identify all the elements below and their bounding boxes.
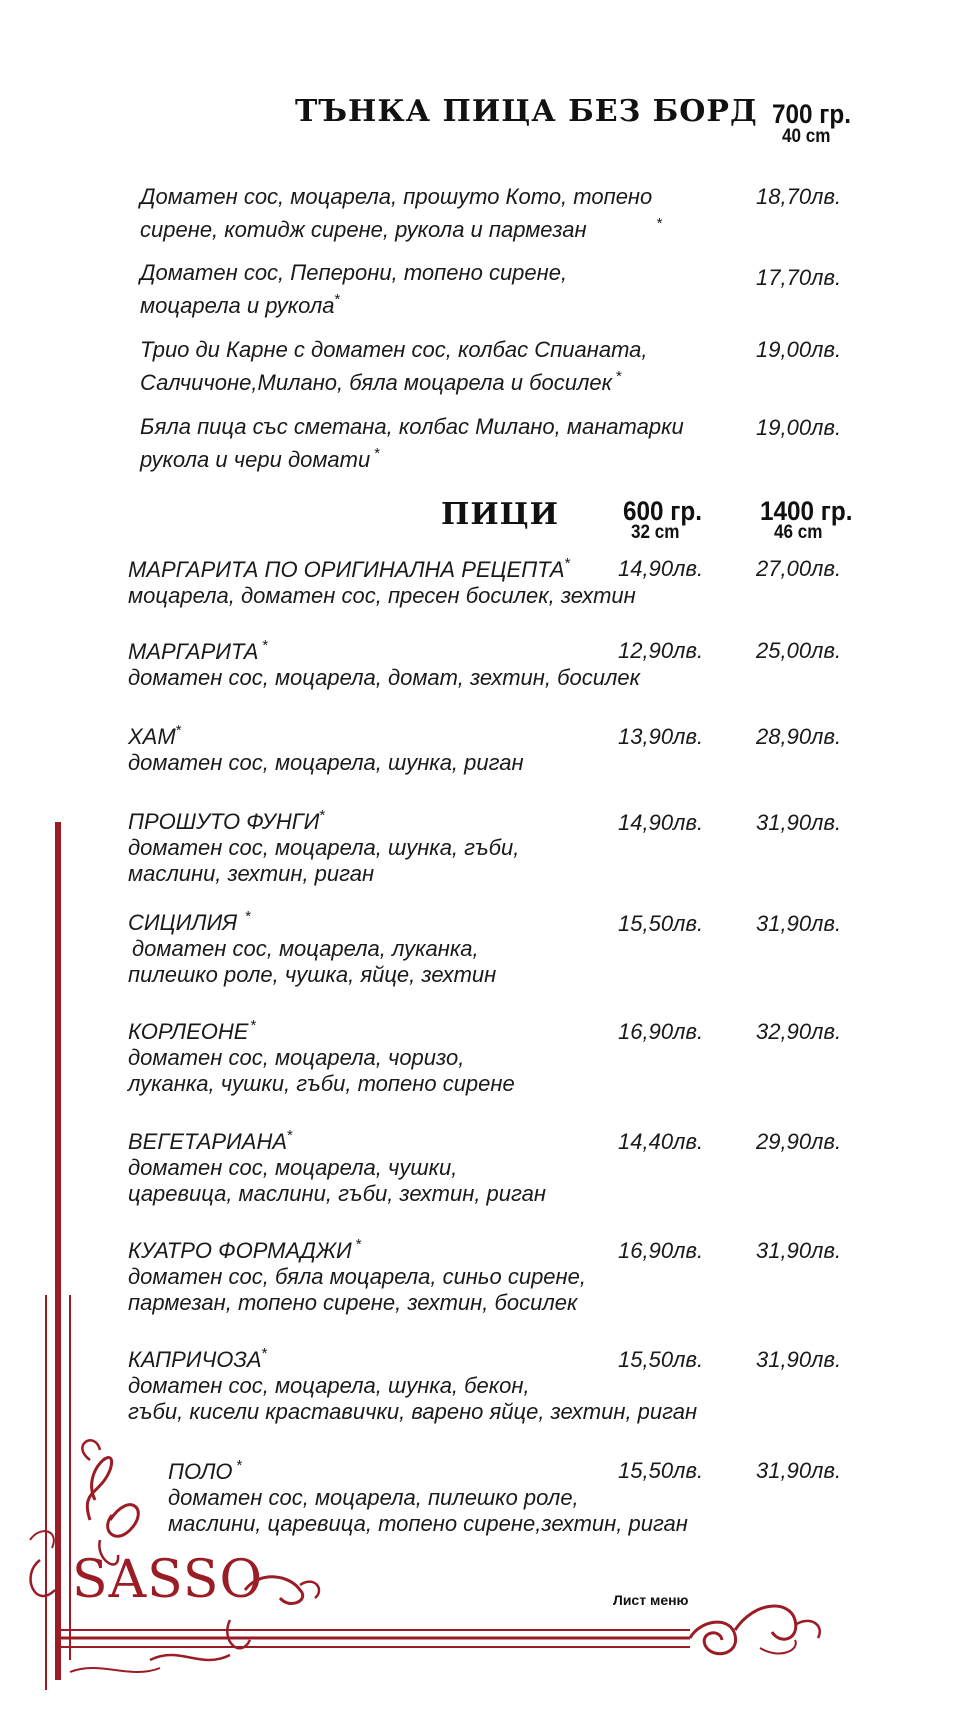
- pizza-description: доматен сос, моцарела, шунка, бекон,: [128, 1373, 530, 1398]
- list-item: [128, 807, 519, 887]
- list-item: [128, 637, 640, 691]
- thin-size-cm: 40 cm: [782, 126, 831, 147]
- list-item: [140, 336, 648, 396]
- pizza-description: пармезан, топено сирене, зехтин, босилек: [128, 1290, 578, 1315]
- item-description-line2: сирене, котидж сирене, рукола и пармезан: [140, 217, 587, 242]
- price-large: 31,90лв.: [756, 1458, 842, 1483]
- list-item: [128, 908, 496, 988]
- price-large: 32,90лв.: [756, 1019, 842, 1044]
- item-price: 19,00лв.: [756, 415, 842, 440]
- price-small: 14,90лв.: [618, 556, 704, 581]
- price-small: 16,90лв.: [618, 1019, 704, 1044]
- asterisk-mark: *: [355, 1236, 362, 1253]
- asterisk-mark: *: [656, 215, 663, 232]
- price-small: 15,50лв.: [618, 1458, 704, 1483]
- item-description-line2: моцарела и рукола: [140, 293, 335, 318]
- pizza-description: доматен сос, моцарела, чоризо,: [128, 1045, 465, 1070]
- pizza-description: моцарела, доматен сос, пресен босилек, зехтин: [128, 583, 636, 608]
- asterisk-mark: *: [236, 1457, 243, 1474]
- pizza-description: доматен сос, бяла моцарела, синьо сирене,: [128, 1264, 586, 1289]
- pizza-description: доматен сос, моцарела, шунка, риган: [128, 750, 524, 775]
- asterisk-mark: *: [564, 555, 571, 572]
- price-small: 13,90лв.: [618, 724, 704, 749]
- section-title-pizzas: ПИЦИ: [441, 497, 560, 532]
- asterisk-mark: *: [374, 445, 381, 462]
- pizza-name: МАРГАРИТА ПО ОРИГИНАЛНА РЕЦЕПТА: [128, 557, 565, 582]
- pizza-description: доматен сос, моцарела, шунка, гъби,: [128, 835, 520, 860]
- pizza-description: гъби, кисели краставички, варено яйце, зехтин, риган: [128, 1399, 698, 1424]
- small-size-cm: 32 cm: [631, 522, 680, 543]
- list-item: [140, 413, 684, 473]
- list-item: [128, 1127, 546, 1207]
- pizza-description: доматен сос, моцарела, луканка,: [132, 936, 479, 961]
- pizza-description: луканка, чушки, гъби, топено сирене: [128, 1071, 515, 1096]
- section-title-thin-pizza: ТЪНКА ПИЦА БЕЗ БОРД: [295, 94, 758, 129]
- list-item: [128, 1345, 697, 1425]
- pizza-name: ПОЛО: [168, 1459, 233, 1484]
- price-small: 15,50лв.: [618, 1347, 704, 1372]
- asterisk-mark: *: [250, 1017, 257, 1034]
- list-item: [140, 183, 662, 243]
- price-large: 25,00лв.: [756, 638, 842, 663]
- item-description-line1: Доматен сос, Пеперони, топено сирене,: [140, 260, 568, 285]
- price-large: 31,90лв.: [756, 911, 842, 936]
- item-description-line2: Салчичоне,Милано, бяла моцарела и босилек: [140, 370, 613, 395]
- price-large: 31,90лв.: [756, 1238, 842, 1263]
- item-description-line2: рукола и чери домати: [140, 447, 371, 472]
- item-description-line1: Доматен сос, моцарела, прошуто Кото, топено: [140, 184, 653, 209]
- list-item: [140, 259, 567, 319]
- item-price: 18,70лв.: [756, 184, 842, 209]
- price-small: 16,90лв.: [618, 1238, 704, 1263]
- pizza-name: МАРГАРИТА: [128, 639, 259, 664]
- asterisk-mark: *: [334, 291, 341, 308]
- price-large: 31,90лв.: [756, 1347, 842, 1372]
- small-size-weight: 600 гр.: [623, 496, 703, 526]
- pizza-description: доматен сос, моцарела, пилешко роле,: [168, 1485, 579, 1510]
- asterisk-mark: *: [261, 1345, 268, 1362]
- asterisk-mark: *: [262, 637, 269, 654]
- asterisk-mark: *: [287, 1127, 293, 1144]
- pizza-name: КАПРИЧОЗА: [128, 1347, 262, 1372]
- price-small: 14,90лв.: [618, 810, 704, 835]
- large-size-cm: 46 cm: [774, 522, 823, 543]
- price-large: 29,90лв.: [756, 1129, 842, 1154]
- pizza-description: доматен сос, моцарела, чушки,: [128, 1155, 458, 1180]
- list-item: [168, 1457, 688, 1537]
- price-small: 12,90лв.: [618, 638, 704, 663]
- pizza-name: ВЕГЕТАРИАНА: [128, 1129, 288, 1154]
- sasso-logo: SASSO: [72, 1550, 264, 1610]
- item-description-line1: Трио ди Карне с доматен сос, колбас Спианата,: [140, 337, 648, 362]
- pizza-name: КУАТРО ФОРМАДЖИ: [128, 1238, 352, 1263]
- asterisk-mark: *: [319, 807, 326, 824]
- pizza-description: царевица, маслини, гъби, зехтин, риган: [128, 1181, 546, 1206]
- price-large: 28,90лв.: [756, 724, 842, 749]
- item-price: 17,70лв.: [756, 265, 842, 290]
- asterisk-mark: *: [175, 722, 182, 739]
- list-item: [128, 1236, 586, 1316]
- pizza-name: ПРОШУТО ФУНГИ: [128, 809, 320, 834]
- pizza-description: маслини, зехтин, риган: [128, 861, 375, 886]
- thin-size-weight: 700 гр.: [772, 99, 852, 129]
- price-large: 31,90лв.: [756, 810, 842, 835]
- footer-label: Лист меню: [613, 1592, 689, 1608]
- asterisk-mark: *: [245, 908, 252, 925]
- asterisk-mark: *: [616, 368, 622, 385]
- item-price: 19,00лв.: [756, 337, 842, 362]
- pizza-description: пилешко роле, чушка, яйце, зехтин: [128, 962, 497, 987]
- pizza-description: доматен сос, моцарела, домат, зехтин, босилек: [128, 665, 640, 690]
- pizza-name: ХАМ: [128, 724, 176, 749]
- list-item: [128, 555, 636, 609]
- pizza-description: маслини, царевица, топено сирене,зехтин, риган: [168, 1511, 688, 1536]
- price-large: 27,00лв.: [756, 556, 842, 581]
- large-size-weight: 1400 гр.: [760, 496, 853, 526]
- list-item: [128, 1017, 515, 1097]
- item-description-line1: Бяла пица със сметана, колбас Милано, манатарки: [140, 414, 684, 439]
- price-small: 14,40лв.: [618, 1129, 704, 1154]
- pizza-name: СИЦИЛИЯ: [128, 910, 238, 935]
- pizza-name: КОРЛЕОНЕ: [128, 1019, 249, 1044]
- price-small: 15,50лв.: [618, 911, 704, 936]
- list-item: [128, 722, 524, 776]
